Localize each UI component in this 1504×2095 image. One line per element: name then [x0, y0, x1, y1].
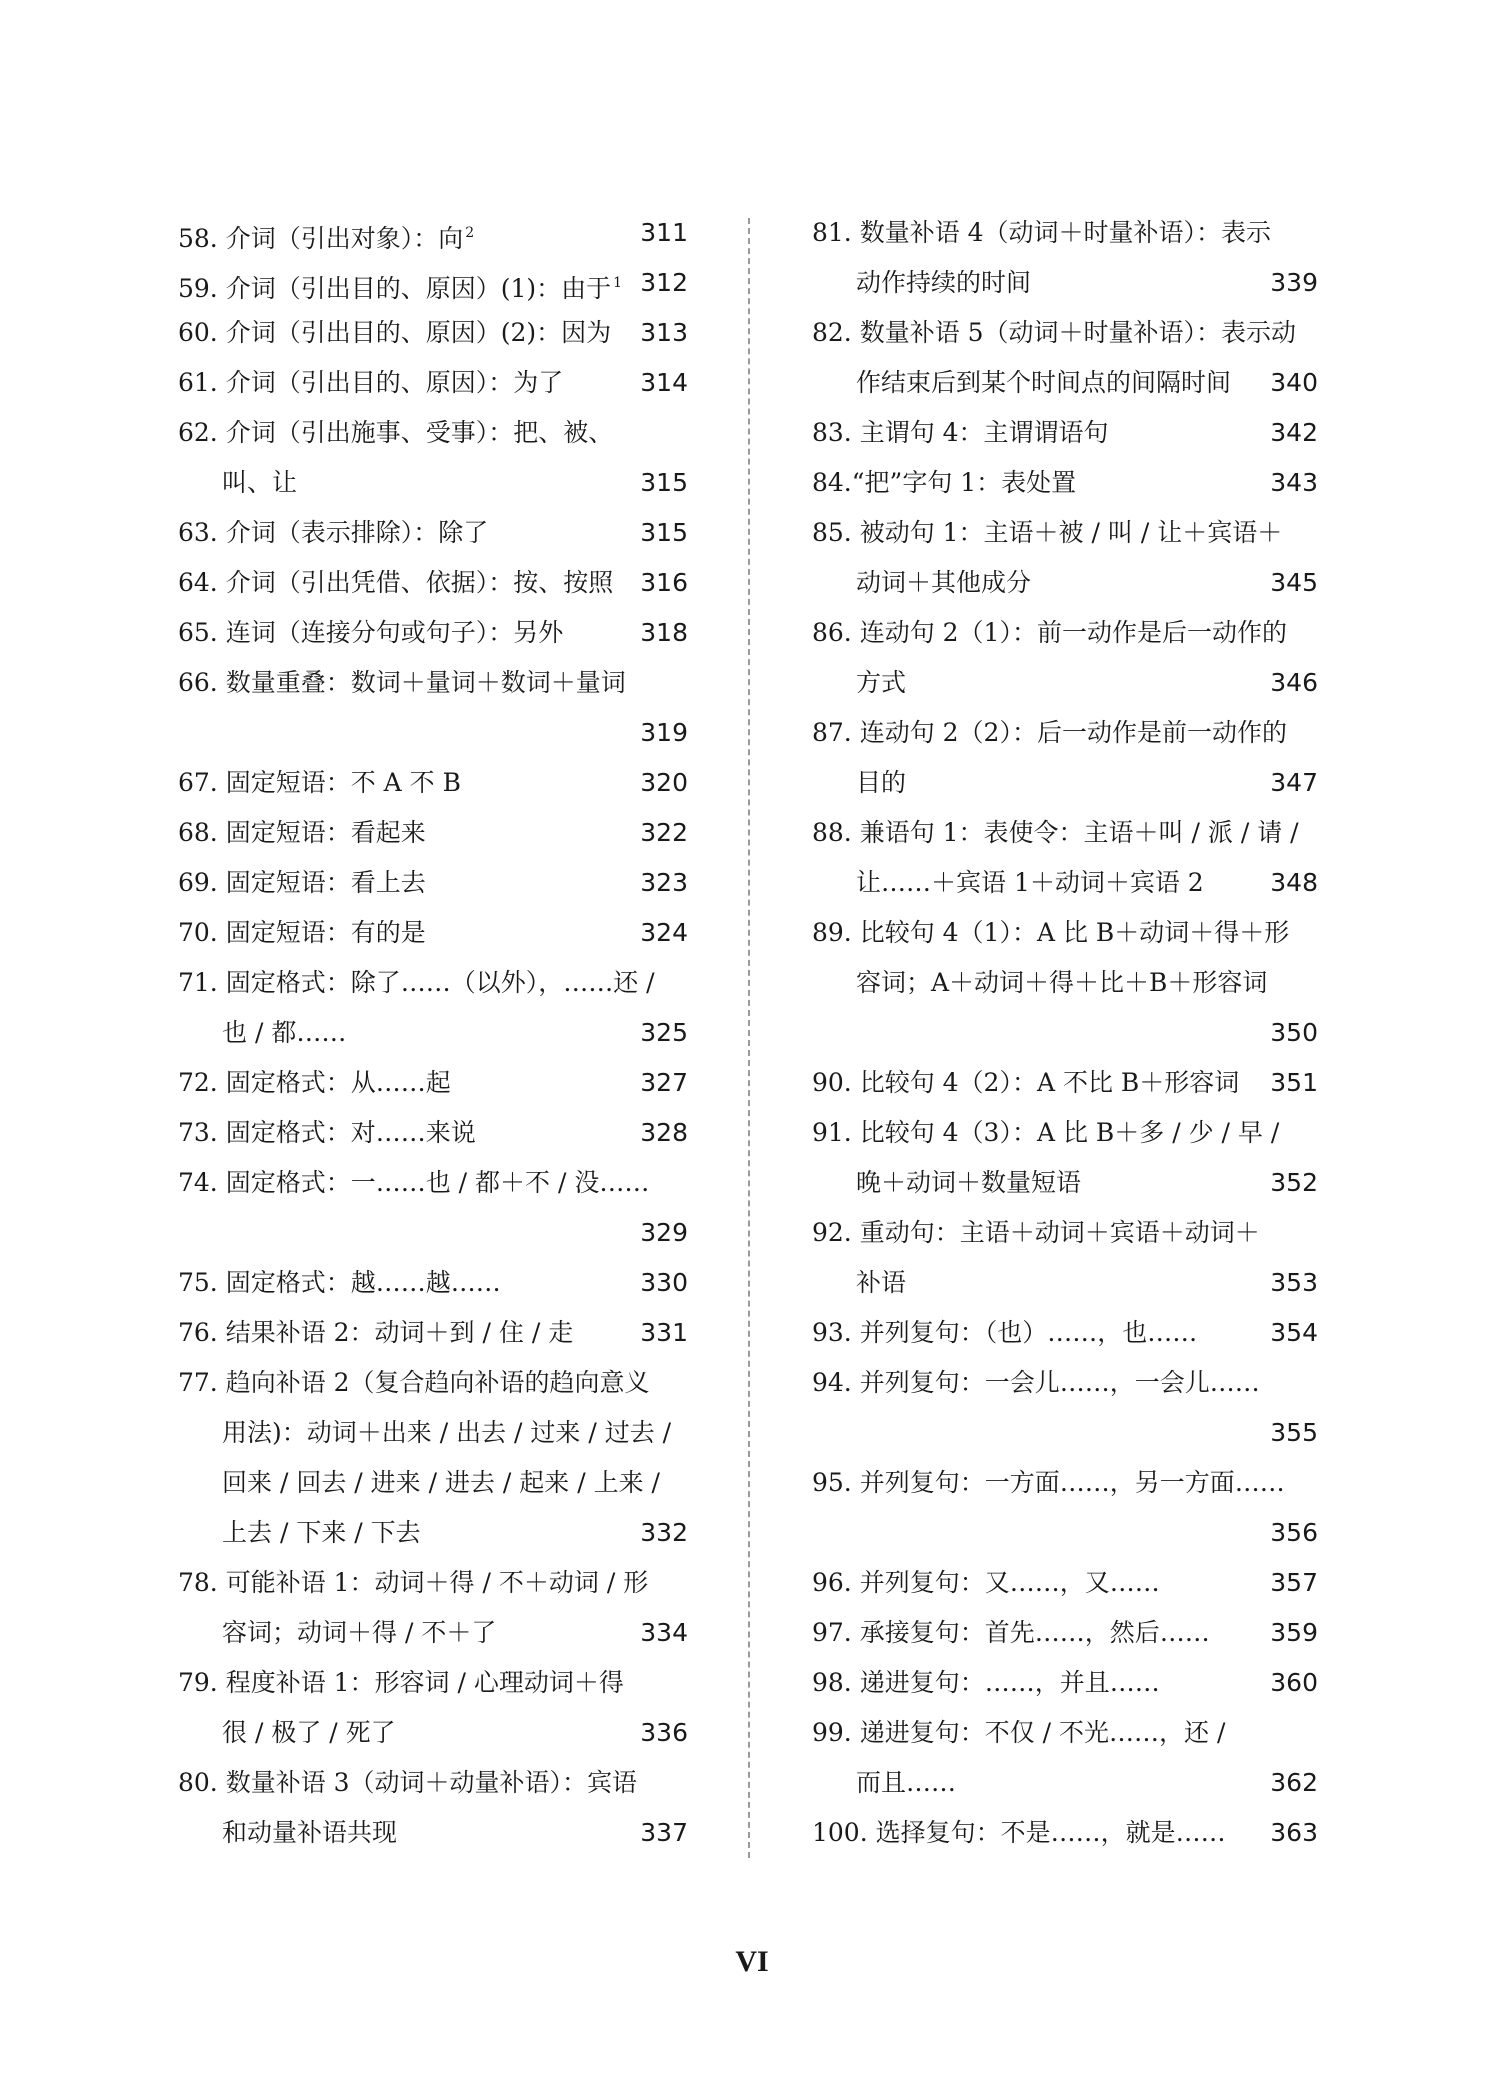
toc-entry-title: 和动量补语共现: [222, 1818, 398, 1847]
toc-entry-title: 58. 介词（引出对象）：向 $^2$: [178, 224, 475, 253]
toc-entry-title: 87. 连动句 2（2）：后一动作是前一动作的: [812, 718, 1287, 747]
toc-entry-continuation: [812, 658, 1318, 708]
toc-entry-title: 容词；动词＋得 / 不＋了: [222, 1618, 497, 1647]
toc-entry-title: 上去 / 下来 / 下去: [222, 1518, 421, 1547]
toc-entry-page: 332: [640, 1518, 688, 1547]
toc-entry: [178, 808, 688, 858]
toc-entry-title: 60. 介词（引出目的、原因）(2)：因为: [178, 318, 612, 347]
toc-entry-page: 353: [1270, 1268, 1318, 1297]
toc-entry: [812, 1458, 1318, 1508]
toc-entry: [812, 608, 1318, 658]
toc-entry-title: 晚＋动词＋数量短语: [856, 1168, 1082, 1197]
toc-entry-page: 327: [640, 1068, 688, 1097]
toc-entry-page: 328: [640, 1118, 688, 1147]
toc-entry-title: 61. 介词（引出目的、原因）：为了: [178, 368, 564, 397]
toc-entry-continuation: [178, 1458, 688, 1508]
toc-entry-page: 343: [1270, 468, 1318, 497]
toc-entry-page: 325: [640, 1018, 688, 1047]
toc-entry-page: 360: [1270, 1668, 1318, 1697]
toc-entry-continuation: [812, 958, 1318, 1008]
toc-entry-title: 72. 固定格式：从……起: [178, 1068, 451, 1097]
toc-entry-page: 324: [640, 918, 688, 947]
toc-entry: [178, 758, 688, 808]
toc-entry-continuation: [812, 1158, 1318, 1208]
toc-entry-continuation: [812, 1258, 1318, 1308]
toc-entry-page: 322: [640, 818, 688, 847]
toc-entry-page: 337: [640, 1818, 688, 1847]
toc-entry: [178, 1058, 688, 1108]
toc-entry-title: 76. 结果补语 2：动词＋到 / 住 / 走: [178, 1318, 574, 1347]
toc-right-column: [812, 208, 1318, 1858]
toc-entry-title: 71. 固定格式：除了……（以外），……还 /: [178, 968, 655, 997]
toc-entry-page: 348: [1270, 868, 1318, 897]
toc-entry-superscript: 2: [465, 225, 475, 241]
toc-entry: [178, 608, 688, 658]
toc-entry: [178, 658, 688, 708]
toc-entry-page: 320: [640, 768, 688, 797]
toc-entry: [178, 958, 688, 1008]
toc-entry-page: 318: [640, 618, 688, 647]
toc-entry-title: 77. 趋向补语 2（复合趋向补语的趋向意义: [178, 1368, 650, 1397]
toc-entry-page: 342: [1270, 418, 1318, 447]
toc-entry-title: 93. 并列复句：（也）……，也……: [812, 1318, 1198, 1347]
toc-entry: [812, 1358, 1318, 1408]
toc-entry-page: 334: [640, 1618, 688, 1647]
toc-entry-title: 81. 数量补语 4（动词＋时量补语）：表示: [812, 218, 1272, 247]
toc-entry-continuation: [812, 558, 1318, 608]
toc-entry-title: 75. 固定格式：越……越……: [178, 1268, 501, 1297]
toc-entry-title: 动作持续的时间: [856, 268, 1032, 297]
toc-entry-title: 95. 并列复句：一方面……，另一方面……: [812, 1468, 1285, 1497]
toc-entry-title: 59. 介词（引出目的、原因）(1)：由于 $^1$: [178, 274, 623, 303]
toc-entry-page: 346: [1270, 668, 1318, 697]
toc-entry-page: 329: [640, 1218, 688, 1247]
toc-entry-title: 回来 / 回去 / 进来 / 进去 / 起来 / 上来 /: [222, 1468, 660, 1497]
toc-entry-continuation: [178, 1408, 688, 1458]
toc-entry-superscript: 1: [613, 275, 623, 291]
toc-entry-page: 356: [1270, 1518, 1318, 1547]
toc-entry-title: 动词＋其他成分: [856, 568, 1032, 597]
toc-entry: [812, 308, 1318, 358]
toc-entry: [178, 858, 688, 908]
toc-entry: [178, 558, 688, 608]
toc-entry-title: 69. 固定短语：看上去: [178, 868, 426, 897]
toc-entry: [812, 1058, 1318, 1108]
toc-entry-page: 311: [640, 218, 688, 247]
toc-entry-continuation: [178, 1608, 688, 1658]
toc-entry-page: 359: [1270, 1618, 1318, 1647]
toc-entry-title: 也 / 都……: [222, 1018, 347, 1047]
toc-entry: [178, 1558, 688, 1608]
toc-entry: [178, 908, 688, 958]
toc-entry: [812, 1708, 1318, 1758]
toc-entry-title: 100. 选择复句：不是……，就是……: [812, 1818, 1226, 1847]
toc-entry: [812, 1208, 1318, 1258]
toc-entry: [178, 358, 688, 408]
toc-entry-title: 80. 数量补语 3（动词＋动量补语）：宾语: [178, 1768, 638, 1797]
toc-entry: [178, 1308, 688, 1358]
toc-entry-title: 作结束后到某个时间点的间隔时间: [856, 368, 1232, 397]
toc-entry-continuation: [812, 358, 1318, 408]
toc-entry-title: 90. 比较句 4（2）：A 不比 B＋形容词: [812, 1068, 1240, 1097]
toc-entry: [178, 1258, 688, 1308]
toc-entry-page: 357: [1270, 1568, 1318, 1597]
toc-entry-page: 331: [640, 1318, 688, 1347]
toc-entry-title: 65. 连词（连接分句或句子）：另外: [178, 618, 564, 647]
toc-entry-page: 345: [1270, 568, 1318, 597]
column-divider: [748, 218, 750, 1858]
toc-entry-title: 73. 固定格式：对……来说: [178, 1118, 476, 1147]
toc-entry: [178, 308, 688, 358]
toc-entry-page: 347: [1270, 768, 1318, 797]
toc-entry: [812, 508, 1318, 558]
toc-entry-title: 66. 数量重叠：数词＋量词＋数词＋量词: [178, 668, 626, 697]
toc-entry-page: 315: [640, 468, 688, 497]
toc-entry-title: 79. 程度补语 1：形容词 / 心理动词＋得: [178, 1668, 624, 1697]
toc-entry: [812, 1558, 1318, 1608]
toc-entry: [812, 1658, 1318, 1708]
toc-entry-title: 63. 介词（表示排除）：除了: [178, 518, 489, 547]
toc-entry-continuation: [812, 758, 1318, 808]
toc-entry-page: 339: [1270, 268, 1318, 297]
toc-entry-title: 让……＋宾语 1＋动词＋宾语 2: [856, 868, 1204, 897]
toc-entry-title: 83. 主谓句 4：主谓谓语句: [812, 418, 1109, 447]
toc-entry-page: 315: [640, 518, 688, 547]
toc-entry-title: 92. 重动句：主语＋动词＋宾语＋动词＋: [812, 1218, 1260, 1247]
toc-entry: [178, 258, 688, 308]
toc-entry: [178, 1358, 688, 1408]
toc-entry: [178, 1658, 688, 1708]
toc-entry-title: 84.“把”字句 1：表处置: [812, 468, 1077, 497]
toc-entry-page: 312: [640, 268, 688, 297]
toc-entry-page: 330: [640, 1268, 688, 1297]
toc-entry-page: 316: [640, 568, 688, 597]
toc-entry-title: 容词；A＋动词＋得＋比＋B＋形容词: [856, 968, 1268, 997]
toc-entry-page: 351: [1270, 1068, 1318, 1097]
toc-entry-continuation: [178, 1808, 688, 1858]
toc-entry-page: 354: [1270, 1318, 1318, 1347]
toc-entry-title: 目的: [856, 768, 907, 797]
toc-entry-page: 319: [640, 718, 688, 747]
toc-entry: [812, 1308, 1318, 1358]
toc-entry-title: 97. 承接复句：首先……，然后……: [812, 1618, 1210, 1647]
toc-entry-title: 70. 固定短语：有的是: [178, 918, 426, 947]
toc-entry-title: 补语: [856, 1268, 907, 1297]
toc-entry-title: 85. 被动句 1：主语＋被 / 叫 / 让＋宾语＋: [812, 518, 1283, 547]
toc-entry-title: 98. 递进复句：……，并且……: [812, 1668, 1160, 1697]
toc-entry-continuation: [812, 1408, 1318, 1458]
toc-entry-page: 314: [640, 368, 688, 397]
toc-entry: [178, 408, 688, 458]
toc-entry-page: 352: [1270, 1168, 1318, 1197]
toc-entry-continuation: [812, 258, 1318, 308]
toc-entry: [812, 1808, 1318, 1858]
toc-entry-continuation: [178, 1008, 688, 1058]
toc-entry-title: 88. 兼语句 1：表使令：主语＋叫 / 派 / 请 /: [812, 818, 1299, 847]
toc-entry-title: 用法)：动词＋出来 / 出去 / 过来 / 过去 /: [222, 1418, 672, 1447]
toc-entry: [812, 208, 1318, 258]
toc-entry-title: 62. 介词（引出施事、受事）：把、被、: [178, 418, 614, 447]
toc-entry-continuation: [178, 708, 688, 758]
toc-entry-title: 91. 比较句 4（3）：A 比 B＋多 / 少 / 早 /: [812, 1118, 1280, 1147]
toc-entry-title: 96. 并列复句：又……，又……: [812, 1568, 1160, 1597]
toc-entry-title: 99. 递进复句：不仅 / 不光……，还 /: [812, 1718, 1226, 1747]
toc-entry-continuation: [812, 1758, 1318, 1808]
toc-entry-page: 355: [1270, 1418, 1318, 1447]
toc-entry-title: 82. 数量补语 5（动词＋时量补语）：表示动: [812, 318, 1297, 347]
toc-left-column: [178, 208, 688, 1858]
toc-entry-continuation: [812, 1008, 1318, 1058]
toc-entry-page: 362: [1270, 1768, 1318, 1797]
toc-entry-continuation: [812, 858, 1318, 908]
toc-entry-title: 方式: [856, 668, 907, 697]
toc-entry-title: 89. 比较句 4（1）：A 比 B＋动词＋得＋形: [812, 918, 1290, 947]
toc-entry: [812, 1608, 1318, 1658]
page-number: VI: [735, 1945, 769, 1978]
toc-entry: [812, 458, 1318, 508]
toc-entry-continuation: [178, 1508, 688, 1558]
toc-entry: [178, 1108, 688, 1158]
toc-entry: [178, 508, 688, 558]
toc-entry: [178, 1158, 688, 1208]
toc-entry-title: 78. 可能补语 1：动词＋得 / 不＋动词 / 形: [178, 1568, 649, 1597]
toc-entry-continuation: [812, 1508, 1318, 1558]
toc-entry-title: 86. 连动句 2（1）：前一动作是后一动作的: [812, 618, 1287, 647]
toc-entry: [812, 908, 1318, 958]
toc-entry: [812, 408, 1318, 458]
toc-entry-continuation: [178, 1708, 688, 1758]
toc-entry: [178, 208, 688, 258]
toc-entry-page: 340: [1270, 368, 1318, 397]
toc-entry-title: 67. 固定短语：不 A 不 B: [178, 768, 461, 797]
toc-entry-title: 74. 固定格式：一……也 / 都＋不 / 没……: [178, 1168, 650, 1197]
toc-entry-continuation: [178, 458, 688, 508]
toc-entry-title: 而且……: [856, 1768, 957, 1797]
toc-entry-title: 68. 固定短语：看起来: [178, 818, 426, 847]
toc-entry: [812, 1108, 1318, 1158]
toc-entry: [178, 1758, 688, 1808]
toc-entry-title: 94. 并列复句：一会儿……，一会儿……: [812, 1368, 1260, 1397]
toc-entry-title: 很 / 极了 / 死了: [222, 1718, 396, 1747]
toc-entry-title: 叫、让: [222, 468, 298, 497]
toc-entry-page: 323: [640, 868, 688, 897]
toc-entry-continuation: [178, 1208, 688, 1258]
toc-entry-page: 336: [640, 1718, 688, 1747]
toc-entry-page: 363: [1270, 1818, 1318, 1847]
toc-entry-page: 313: [640, 318, 688, 347]
toc-entry-page: 350: [1270, 1018, 1318, 1047]
toc-entry: [812, 708, 1318, 758]
toc-entry-title: 64. 介词（引出凭借、依据）：按、按照: [178, 568, 614, 597]
toc-entry: [812, 808, 1318, 858]
